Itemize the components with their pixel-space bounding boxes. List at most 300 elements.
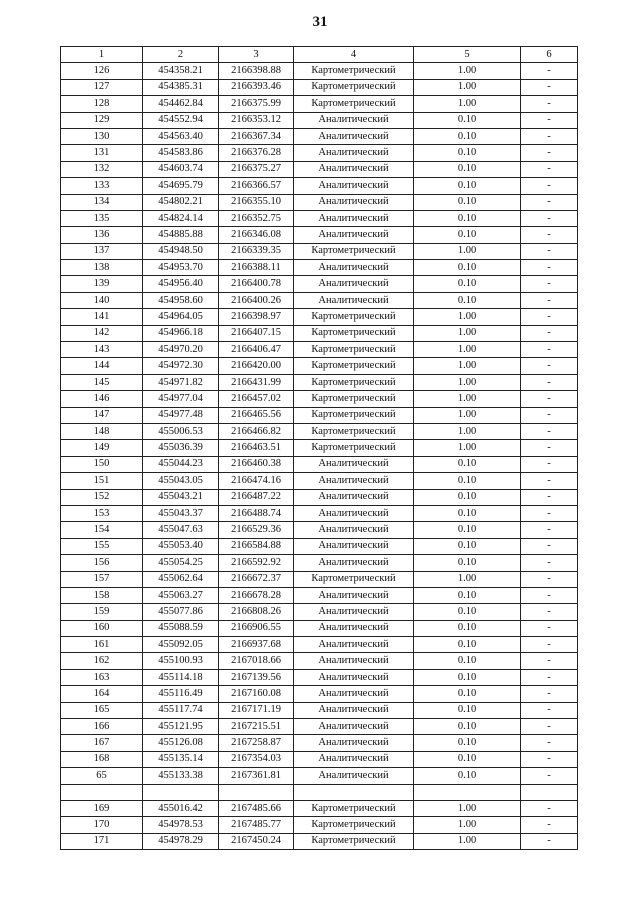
note-cell: - bbox=[521, 342, 578, 358]
table-row bbox=[61, 407, 578, 423]
y-coordinate-cell: 2166352.75 bbox=[219, 210, 294, 226]
accuracy-cell: 1.00 bbox=[414, 374, 521, 390]
y-coordinate-cell: 2166376.28 bbox=[219, 145, 294, 161]
point-number-cell: 157 bbox=[61, 571, 143, 587]
x-coordinate-cell: 454970.20 bbox=[143, 342, 219, 358]
y-coordinate-cell: 2167485.77 bbox=[219, 817, 294, 833]
note-cell bbox=[521, 784, 578, 800]
note-cell: - bbox=[521, 473, 578, 489]
x-coordinate-cell: 454802.21 bbox=[143, 194, 219, 210]
table-row bbox=[61, 161, 578, 177]
accuracy-cell: 1.00 bbox=[414, 309, 521, 325]
accuracy-cell: 1.00 bbox=[414, 358, 521, 374]
table-row bbox=[61, 637, 578, 653]
point-number-cell: 146 bbox=[61, 391, 143, 407]
point-number-cell: 161 bbox=[61, 637, 143, 653]
x-coordinate-cell: 454978.29 bbox=[143, 833, 219, 849]
accuracy-cell bbox=[414, 784, 521, 800]
accuracy-cell: 1.00 bbox=[414, 440, 521, 456]
x-coordinate-cell: 455043.05 bbox=[143, 473, 219, 489]
point-number-cell: 138 bbox=[61, 260, 143, 276]
accuracy-cell: 1.00 bbox=[414, 79, 521, 95]
table-row bbox=[61, 423, 578, 439]
point-number-cell: 133 bbox=[61, 178, 143, 194]
note-cell: - bbox=[521, 325, 578, 341]
table-row bbox=[61, 800, 578, 816]
point-number-cell: 167 bbox=[61, 735, 143, 751]
table-row bbox=[61, 276, 578, 292]
y-coordinate-cell: 2166937.68 bbox=[219, 637, 294, 653]
note-cell: - bbox=[521, 637, 578, 653]
y-coordinate-cell: 2166375.99 bbox=[219, 96, 294, 112]
table-row bbox=[61, 260, 578, 276]
y-coordinate-cell: 2166466.82 bbox=[219, 423, 294, 439]
x-coordinate-cell: 455044.23 bbox=[143, 456, 219, 472]
x-coordinate-cell: 455121.95 bbox=[143, 719, 219, 735]
table-row bbox=[61, 145, 578, 161]
accuracy-cell: 0.10 bbox=[414, 653, 521, 669]
accuracy-cell: 0.10 bbox=[414, 292, 521, 308]
note-cell: - bbox=[521, 833, 578, 849]
method-cell: Аналитический bbox=[294, 587, 414, 603]
note-cell: - bbox=[521, 620, 578, 636]
y-coordinate-cell: 2166906.55 bbox=[219, 620, 294, 636]
note-cell: - bbox=[521, 719, 578, 735]
note-cell: - bbox=[521, 178, 578, 194]
point-number-cell: 155 bbox=[61, 538, 143, 554]
x-coordinate-cell: 455047.63 bbox=[143, 522, 219, 538]
method-cell: Аналитический bbox=[294, 686, 414, 702]
method-cell: Аналитический bbox=[294, 637, 414, 653]
point-number-cell: 135 bbox=[61, 210, 143, 226]
y-coordinate-cell: 2166431.99 bbox=[219, 374, 294, 390]
table-row bbox=[61, 505, 578, 521]
method-cell: Аналитический bbox=[294, 669, 414, 685]
method-cell: Аналитический bbox=[294, 292, 414, 308]
note-cell: - bbox=[521, 227, 578, 243]
y-coordinate-cell: 2166388.11 bbox=[219, 260, 294, 276]
point-number-cell: 170 bbox=[61, 817, 143, 833]
note-cell: - bbox=[521, 587, 578, 603]
y-coordinate-cell: 2167450.24 bbox=[219, 833, 294, 849]
accuracy-cell: 0.10 bbox=[414, 620, 521, 636]
note-cell: - bbox=[521, 145, 578, 161]
accuracy-cell: 0.10 bbox=[414, 637, 521, 653]
point-number-cell: 128 bbox=[61, 96, 143, 112]
method-cell: Картометрический bbox=[294, 243, 414, 259]
accuracy-cell: 0.10 bbox=[414, 128, 521, 144]
method-cell: Аналитический bbox=[294, 522, 414, 538]
method-cell: Аналитический bbox=[294, 145, 414, 161]
accuracy-cell: 0.10 bbox=[414, 112, 521, 128]
x-coordinate-cell: 455100.93 bbox=[143, 653, 219, 669]
table-row bbox=[61, 620, 578, 636]
y-coordinate-cell: 2167361.81 bbox=[219, 768, 294, 784]
table-row bbox=[61, 374, 578, 390]
accuracy-cell: 1.00 bbox=[414, 423, 521, 439]
accuracy-cell: 0.10 bbox=[414, 555, 521, 571]
x-coordinate-cell: 455126.08 bbox=[143, 735, 219, 751]
method-cell: Аналитический bbox=[294, 128, 414, 144]
note-cell: - bbox=[521, 555, 578, 571]
table-row bbox=[61, 522, 578, 538]
accuracy-cell: 0.10 bbox=[414, 227, 521, 243]
point-number-cell: 163 bbox=[61, 669, 143, 685]
x-coordinate-cell: 455063.27 bbox=[143, 587, 219, 603]
table-row bbox=[61, 719, 578, 735]
note-cell: - bbox=[521, 276, 578, 292]
table-row bbox=[61, 292, 578, 308]
x-coordinate-cell: 454563.40 bbox=[143, 128, 219, 144]
table-row bbox=[61, 440, 578, 456]
table-row bbox=[61, 456, 578, 472]
table-row bbox=[61, 194, 578, 210]
note-cell: - bbox=[521, 653, 578, 669]
y-coordinate-cell: 2167485.66 bbox=[219, 800, 294, 816]
point-number-cell: 140 bbox=[61, 292, 143, 308]
x-coordinate-cell: 455043.21 bbox=[143, 489, 219, 505]
table-header bbox=[61, 47, 578, 63]
method-cell: Аналитический bbox=[294, 227, 414, 243]
header-cell-6: 6 bbox=[521, 47, 578, 63]
note-cell: - bbox=[521, 702, 578, 718]
note-cell: - bbox=[521, 161, 578, 177]
point-number-cell: 65 bbox=[61, 768, 143, 784]
x-coordinate-cell: 455116.49 bbox=[143, 686, 219, 702]
y-coordinate-cell: 2166407.15 bbox=[219, 325, 294, 341]
table-row bbox=[61, 768, 578, 784]
table-row bbox=[61, 112, 578, 128]
method-cell: Аналитический bbox=[294, 456, 414, 472]
note-cell: - bbox=[521, 538, 578, 554]
accuracy-cell: 1.00 bbox=[414, 391, 521, 407]
y-coordinate-cell: 2167171.19 bbox=[219, 702, 294, 718]
point-number-cell: 126 bbox=[61, 63, 143, 79]
point-number-cell: 150 bbox=[61, 456, 143, 472]
point-number-cell: 132 bbox=[61, 161, 143, 177]
x-coordinate-cell: 455054.25 bbox=[143, 555, 219, 571]
y-coordinate-cell: 2166487.22 bbox=[219, 489, 294, 505]
y-coordinate-cell: 2166367.34 bbox=[219, 128, 294, 144]
x-coordinate-cell: 454948.50 bbox=[143, 243, 219, 259]
method-cell: Картометрический bbox=[294, 374, 414, 390]
table-row bbox=[61, 325, 578, 341]
x-coordinate-cell: 455135.14 bbox=[143, 751, 219, 767]
method-cell: Картометрический bbox=[294, 391, 414, 407]
x-coordinate-cell: 454958.60 bbox=[143, 292, 219, 308]
point-number-cell: 162 bbox=[61, 653, 143, 669]
y-coordinate-cell: 2166529.36 bbox=[219, 522, 294, 538]
y-coordinate-cell: 2166406.47 bbox=[219, 342, 294, 358]
x-coordinate-cell: 454971.82 bbox=[143, 374, 219, 390]
x-coordinate-cell: 454885.88 bbox=[143, 227, 219, 243]
y-coordinate-cell: 2166592.92 bbox=[219, 555, 294, 571]
header-cell-3: 3 bbox=[219, 47, 294, 63]
point-number-cell: 129 bbox=[61, 112, 143, 128]
table-row bbox=[61, 571, 578, 587]
accuracy-cell: 0.10 bbox=[414, 260, 521, 276]
accuracy-cell: 1.00 bbox=[414, 63, 521, 79]
note-cell: - bbox=[521, 522, 578, 538]
header-cell-4: 4 bbox=[294, 47, 414, 63]
accuracy-cell: 0.10 bbox=[414, 505, 521, 521]
accuracy-cell: 0.10 bbox=[414, 604, 521, 620]
note-cell: - bbox=[521, 358, 578, 374]
y-coordinate-cell: 2167139.56 bbox=[219, 669, 294, 685]
accuracy-cell: 0.10 bbox=[414, 145, 521, 161]
note-cell: - bbox=[521, 800, 578, 816]
point-number-cell bbox=[61, 784, 143, 800]
x-coordinate-cell: 455016.42 bbox=[143, 800, 219, 816]
accuracy-cell: 1.00 bbox=[414, 243, 521, 259]
method-cell: Картометрический bbox=[294, 342, 414, 358]
note-cell: - bbox=[521, 669, 578, 685]
header-cell-2: 2 bbox=[143, 47, 219, 63]
table-row bbox=[61, 227, 578, 243]
table-row bbox=[61, 669, 578, 685]
y-coordinate-cell: 2167354.03 bbox=[219, 751, 294, 767]
table-row bbox=[61, 833, 578, 849]
table-row bbox=[61, 391, 578, 407]
method-cell: Аналитический bbox=[294, 751, 414, 767]
method-cell: Аналитический bbox=[294, 620, 414, 636]
point-number-cell: 136 bbox=[61, 227, 143, 243]
note-cell: - bbox=[521, 423, 578, 439]
y-coordinate-cell: 2166375.27 bbox=[219, 161, 294, 177]
accuracy-cell: 0.10 bbox=[414, 489, 521, 505]
note-cell: - bbox=[521, 112, 578, 128]
y-coordinate-cell: 2166463.51 bbox=[219, 440, 294, 456]
accuracy-cell: 1.00 bbox=[414, 342, 521, 358]
x-coordinate-cell: 454964.05 bbox=[143, 309, 219, 325]
x-coordinate-cell: 454603.74 bbox=[143, 161, 219, 177]
x-coordinate-cell: 455036.39 bbox=[143, 440, 219, 456]
table-row bbox=[61, 702, 578, 718]
table-row bbox=[61, 751, 578, 767]
table-row bbox=[61, 604, 578, 620]
y-coordinate-cell: 2167215.51 bbox=[219, 719, 294, 735]
x-coordinate-cell: 455077.86 bbox=[143, 604, 219, 620]
y-coordinate-cell: 2166584.88 bbox=[219, 538, 294, 554]
y-coordinate-cell: 2166355.10 bbox=[219, 194, 294, 210]
note-cell: - bbox=[521, 407, 578, 423]
note-cell: - bbox=[521, 96, 578, 112]
note-cell: - bbox=[521, 751, 578, 767]
accuracy-cell: 0.10 bbox=[414, 210, 521, 226]
y-coordinate-cell: 2166457.02 bbox=[219, 391, 294, 407]
x-coordinate-cell: 455053.40 bbox=[143, 538, 219, 554]
method-cell: Аналитический bbox=[294, 653, 414, 669]
method-cell: Аналитический bbox=[294, 505, 414, 521]
note-cell: - bbox=[521, 505, 578, 521]
point-number-cell: 152 bbox=[61, 489, 143, 505]
method-cell: Картометрический bbox=[294, 309, 414, 325]
accuracy-cell: 1.00 bbox=[414, 407, 521, 423]
note-cell: - bbox=[521, 440, 578, 456]
point-number-cell: 164 bbox=[61, 686, 143, 702]
x-coordinate-cell: 455114.18 bbox=[143, 669, 219, 685]
note-cell: - bbox=[521, 817, 578, 833]
method-cell: Аналитический bbox=[294, 210, 414, 226]
accuracy-cell: 0.10 bbox=[414, 587, 521, 603]
accuracy-cell: 1.00 bbox=[414, 833, 521, 849]
point-number-cell: 169 bbox=[61, 800, 143, 816]
note-cell: - bbox=[521, 79, 578, 95]
note-cell: - bbox=[521, 243, 578, 259]
point-number-cell: 158 bbox=[61, 587, 143, 603]
coordinates-table bbox=[60, 46, 578, 850]
point-number-cell: 159 bbox=[61, 604, 143, 620]
method-cell: Аналитический bbox=[294, 194, 414, 210]
table-row bbox=[61, 817, 578, 833]
x-coordinate-cell: 454583.86 bbox=[143, 145, 219, 161]
method-cell: Картометрический bbox=[294, 833, 414, 849]
x-coordinate-cell: 455088.59 bbox=[143, 620, 219, 636]
accuracy-cell: 1.00 bbox=[414, 96, 521, 112]
x-coordinate-cell: 455117.74 bbox=[143, 702, 219, 718]
table-row bbox=[61, 128, 578, 144]
table-row bbox=[61, 309, 578, 325]
note-cell: - bbox=[521, 210, 578, 226]
method-cell: Аналитический bbox=[294, 538, 414, 554]
y-coordinate-cell: 2166672.37 bbox=[219, 571, 294, 587]
table-row bbox=[61, 63, 578, 79]
x-coordinate-cell: 455006.53 bbox=[143, 423, 219, 439]
table-row bbox=[61, 587, 578, 603]
y-coordinate-cell: 2166460.38 bbox=[219, 456, 294, 472]
note-cell: - bbox=[521, 391, 578, 407]
method-cell: Аналитический bbox=[294, 768, 414, 784]
accuracy-cell: 1.00 bbox=[414, 571, 521, 587]
method-cell: Аналитический bbox=[294, 604, 414, 620]
method-cell: Картометрический bbox=[294, 79, 414, 95]
note-cell: - bbox=[521, 686, 578, 702]
table-row bbox=[61, 178, 578, 194]
point-number-cell: 127 bbox=[61, 79, 143, 95]
y-coordinate-cell: 2166488.74 bbox=[219, 505, 294, 521]
y-coordinate-cell bbox=[219, 784, 294, 800]
table-row bbox=[61, 784, 578, 800]
accuracy-cell: 0.10 bbox=[414, 735, 521, 751]
x-coordinate-cell: 454972.30 bbox=[143, 358, 219, 374]
method-cell: Аналитический bbox=[294, 276, 414, 292]
y-coordinate-cell: 2166808.26 bbox=[219, 604, 294, 620]
point-number-cell: 139 bbox=[61, 276, 143, 292]
accuracy-cell: 0.10 bbox=[414, 178, 521, 194]
accuracy-cell: 0.10 bbox=[414, 686, 521, 702]
table-header-row bbox=[61, 47, 578, 63]
page-number: 31 bbox=[312, 14, 328, 30]
y-coordinate-cell: 2167018.66 bbox=[219, 653, 294, 669]
method-cell: Аналитический bbox=[294, 473, 414, 489]
y-coordinate-cell: 2167160.08 bbox=[219, 686, 294, 702]
note-cell: - bbox=[521, 194, 578, 210]
header-cell-5: 5 bbox=[414, 47, 521, 63]
point-number-cell: 153 bbox=[61, 505, 143, 521]
header-cell-1: 1 bbox=[61, 47, 143, 63]
accuracy-cell: 0.10 bbox=[414, 456, 521, 472]
point-number-cell: 147 bbox=[61, 407, 143, 423]
point-number-cell: 156 bbox=[61, 555, 143, 571]
table-row bbox=[61, 489, 578, 505]
note-cell: - bbox=[521, 489, 578, 505]
note-cell: - bbox=[521, 260, 578, 276]
x-coordinate-cell: 454966.18 bbox=[143, 325, 219, 341]
point-number-cell: 143 bbox=[61, 342, 143, 358]
point-number-cell: 149 bbox=[61, 440, 143, 456]
table-row bbox=[61, 735, 578, 751]
y-coordinate-cell: 2166465.56 bbox=[219, 407, 294, 423]
method-cell: Аналитический bbox=[294, 489, 414, 505]
accuracy-cell: 0.10 bbox=[414, 702, 521, 718]
accuracy-cell: 0.10 bbox=[414, 276, 521, 292]
y-coordinate-cell: 2166393.46 bbox=[219, 79, 294, 95]
x-coordinate-cell: 455133.38 bbox=[143, 768, 219, 784]
point-number-cell: 142 bbox=[61, 325, 143, 341]
accuracy-cell: 1.00 bbox=[414, 325, 521, 341]
point-number-cell: 131 bbox=[61, 145, 143, 161]
point-number-cell: 151 bbox=[61, 473, 143, 489]
table-row bbox=[61, 96, 578, 112]
x-coordinate-cell: 454824.14 bbox=[143, 210, 219, 226]
note-cell: - bbox=[521, 571, 578, 587]
point-number-cell: 137 bbox=[61, 243, 143, 259]
point-number-cell: 165 bbox=[61, 702, 143, 718]
note-cell: - bbox=[521, 456, 578, 472]
note-cell: - bbox=[521, 768, 578, 784]
note-cell: - bbox=[521, 292, 578, 308]
y-coordinate-cell: 2166400.26 bbox=[219, 292, 294, 308]
point-number-cell: 160 bbox=[61, 620, 143, 636]
y-coordinate-cell: 2166339.35 bbox=[219, 243, 294, 259]
y-coordinate-cell: 2166678.28 bbox=[219, 587, 294, 603]
point-number-cell: 130 bbox=[61, 128, 143, 144]
method-cell: Картометрический bbox=[294, 96, 414, 112]
accuracy-cell: 0.10 bbox=[414, 719, 521, 735]
method-cell: Аналитический bbox=[294, 719, 414, 735]
x-coordinate-cell: 455043.37 bbox=[143, 505, 219, 521]
x-coordinate-cell: 455092.05 bbox=[143, 637, 219, 653]
y-coordinate-cell: 2166474.16 bbox=[219, 473, 294, 489]
method-cell: Аналитический bbox=[294, 735, 414, 751]
note-cell: - bbox=[521, 604, 578, 620]
accuracy-cell: 0.10 bbox=[414, 768, 521, 784]
accuracy-cell: 0.10 bbox=[414, 522, 521, 538]
accuracy-cell: 1.00 bbox=[414, 817, 521, 833]
method-cell: Аналитический bbox=[294, 702, 414, 718]
table-row bbox=[61, 358, 578, 374]
x-coordinate-cell: 454695.79 bbox=[143, 178, 219, 194]
point-number-cell: 148 bbox=[61, 423, 143, 439]
note-cell: - bbox=[521, 128, 578, 144]
method-cell: Аналитический bbox=[294, 555, 414, 571]
point-number-cell: 171 bbox=[61, 833, 143, 849]
method-cell: Картометрический bbox=[294, 440, 414, 456]
y-coordinate-cell: 2166420.00 bbox=[219, 358, 294, 374]
point-number-cell: 154 bbox=[61, 522, 143, 538]
table-body bbox=[61, 63, 578, 850]
accuracy-cell: 0.10 bbox=[414, 751, 521, 767]
accuracy-cell: 0.10 bbox=[414, 194, 521, 210]
accuracy-cell: 0.10 bbox=[414, 473, 521, 489]
y-coordinate-cell: 2167258.87 bbox=[219, 735, 294, 751]
accuracy-cell: 0.10 bbox=[414, 669, 521, 685]
accuracy-cell: 1.00 bbox=[414, 800, 521, 816]
y-coordinate-cell: 2166398.97 bbox=[219, 309, 294, 325]
table-row bbox=[61, 686, 578, 702]
note-cell: - bbox=[521, 309, 578, 325]
method-cell: Аналитический bbox=[294, 260, 414, 276]
